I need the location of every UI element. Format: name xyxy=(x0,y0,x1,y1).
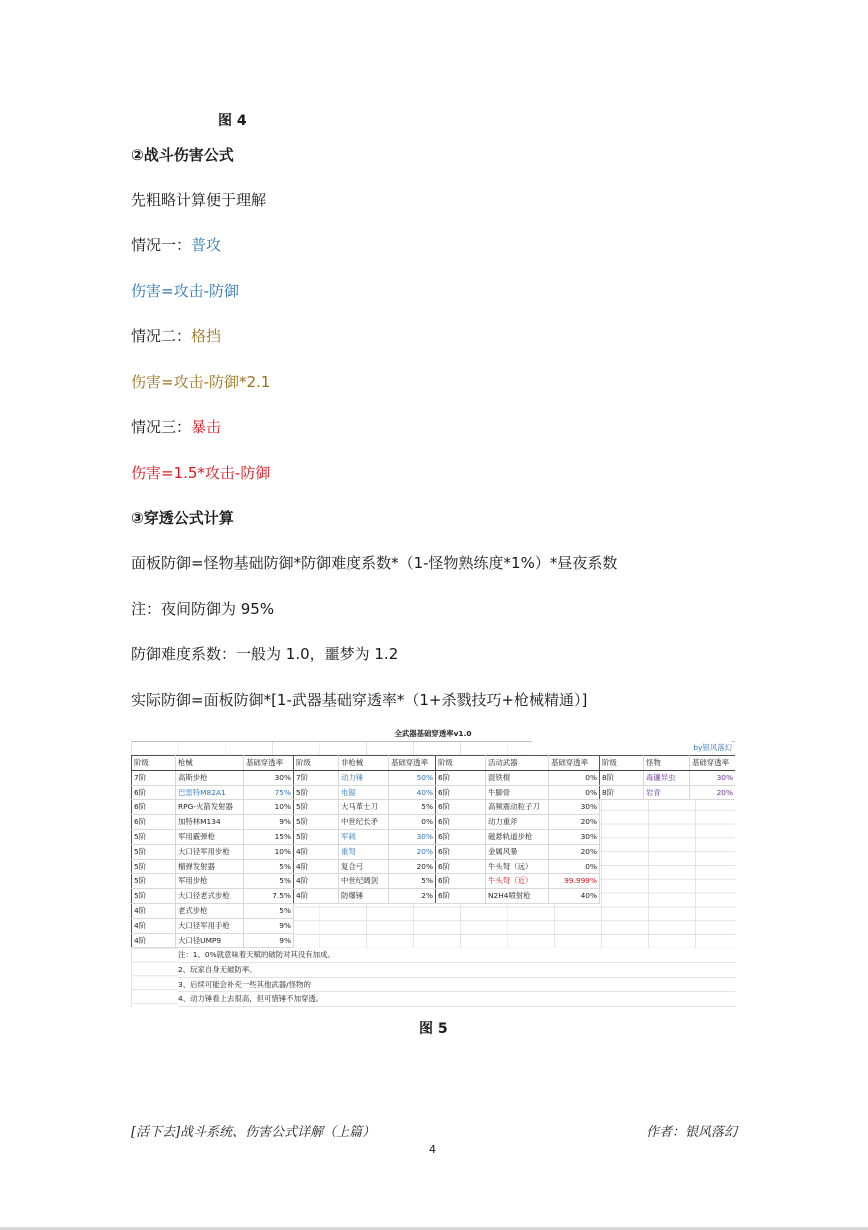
weapon-name-cell: 高斯步枪 xyxy=(176,770,244,785)
page-number: 4 xyxy=(429,1143,436,1156)
penetration-cell: 7.5% xyxy=(244,889,294,904)
column-header: 基础穿透率 xyxy=(690,756,736,771)
penetration-cell: 20% xyxy=(549,844,600,859)
case-2-formula: 伤害=攻击-防御*2.1 xyxy=(131,373,271,391)
monsters-table xyxy=(599,755,735,800)
table-row xyxy=(294,785,436,800)
tier-cell: 5阶 xyxy=(294,815,339,830)
group-event-weapons xyxy=(435,755,600,904)
section-heading-penetration: ③穿透公式计算 xyxy=(131,509,234,527)
weapon-name-cell: 大马革士刀 xyxy=(339,800,389,815)
penetration-cell: 30% xyxy=(389,829,436,844)
figure-4-caption: 图 4 xyxy=(218,113,247,129)
table-row xyxy=(436,785,600,800)
tier-cell: 4阶 xyxy=(132,918,176,933)
note-line: 4、动力锤看上去很高，但可惜锤不加穿透。 xyxy=(178,992,735,1007)
penetration-cell: 30% xyxy=(549,829,600,844)
penetration-cell: 20% xyxy=(389,859,436,874)
tier-cell: 6阶 xyxy=(436,770,486,785)
table-header-row xyxy=(294,756,436,771)
footer-title: [活下去]战斗系统、伤害公式详解（上篇） xyxy=(131,1125,376,1140)
night-defense-note: 注：夜间防御为 95% xyxy=(131,600,275,618)
penetration-cell: 9% xyxy=(244,815,294,830)
weapon-name-cell: 牛头弩（远） xyxy=(486,859,549,874)
weapon-name-cell: 中世纪长矛 xyxy=(339,815,389,830)
table-row xyxy=(600,785,736,800)
table-header-row xyxy=(132,756,294,771)
penetration-cell: 5% xyxy=(244,859,294,874)
group-firearms xyxy=(131,755,294,948)
case-2-label: 情况二： xyxy=(131,327,192,345)
table-row xyxy=(436,874,600,889)
penetration-cell: 30% xyxy=(690,770,736,785)
column-header: 活动武器 xyxy=(486,756,549,771)
tier-cell: 5阶 xyxy=(294,785,339,800)
table-row xyxy=(132,844,294,859)
penetration-cell: 5% xyxy=(244,874,294,889)
tier-cell: 4阶 xyxy=(132,903,176,918)
weapon-name-cell: 混铁棍 xyxy=(486,770,549,785)
penetration-cell: 2% xyxy=(389,889,436,904)
case-2 xyxy=(131,325,221,346)
column-header: 枪械 xyxy=(176,756,244,771)
tier-cell: 5阶 xyxy=(294,829,339,844)
penetration-cell: 20% xyxy=(389,844,436,859)
melee-table xyxy=(293,755,436,904)
tier-cell: 7阶 xyxy=(294,770,339,785)
weapon-name-cell: RPG-火箭发射器 xyxy=(176,800,244,815)
penetration-cell: 0% xyxy=(549,785,600,800)
penetration-cell: 40% xyxy=(549,889,600,904)
tier-cell: 4阶 xyxy=(294,874,339,889)
tier-cell: 6阶 xyxy=(436,859,486,874)
table-row xyxy=(294,770,436,785)
weapon-name-cell: 大口径军用步枪 xyxy=(176,844,244,859)
weapon-name-cell: 岩青 xyxy=(644,785,690,800)
penetration-cell: 20% xyxy=(690,785,736,800)
penetration-cell: 9% xyxy=(244,933,294,948)
tier-cell: 7阶 xyxy=(132,770,176,785)
weapon-name-cell: 金属风暴 xyxy=(486,844,549,859)
table-row xyxy=(132,889,294,904)
table-row xyxy=(294,800,436,815)
penetration-cell: 5% xyxy=(244,903,294,918)
footer-author: 作者：银风落幻 xyxy=(645,1125,737,1140)
table-row xyxy=(294,829,436,844)
tier-cell: 4阶 xyxy=(294,889,339,904)
case-3-formula: 伤害=1.5*攻击-防御 xyxy=(131,464,271,482)
section-heading-damage: ②战斗伤害公式 xyxy=(131,146,234,164)
table-row xyxy=(132,874,294,889)
table-row xyxy=(436,770,600,785)
weapon-name-cell: 磁悬轨道步枪 xyxy=(486,829,549,844)
weapon-name-cell: 动力重斧 xyxy=(486,815,549,830)
case-3 xyxy=(131,416,221,437)
table-row xyxy=(436,844,600,859)
table-row xyxy=(132,785,294,800)
penetration-cell: 15% xyxy=(244,829,294,844)
table-row xyxy=(132,859,294,874)
penetration-cell: 9% xyxy=(244,918,294,933)
tier-cell: 5阶 xyxy=(132,874,176,889)
weapon-name-cell: 军刺 xyxy=(339,829,389,844)
weapon-name-cell: N2H4喷射枪 xyxy=(486,889,549,904)
column-header: 基础穿透率 xyxy=(389,756,436,771)
group-melee xyxy=(293,755,436,904)
tier-cell: 5阶 xyxy=(132,859,176,874)
weapon-name-cell: 动力锤 xyxy=(339,770,389,785)
penetration-cell: 10% xyxy=(244,800,294,815)
penetration-cell: 30% xyxy=(244,770,294,785)
table-header-row xyxy=(436,756,600,771)
tier-cell: 5阶 xyxy=(132,844,176,859)
penetration-cell: 20% xyxy=(549,815,600,830)
column-header: 阶级 xyxy=(132,756,176,771)
figure-5-caption: 图 5 xyxy=(419,1021,448,1037)
penetration-cell: 0% xyxy=(549,859,600,874)
penetration-cell: 0% xyxy=(549,770,600,785)
column-header: 阶级 xyxy=(600,756,644,771)
table-row xyxy=(436,800,600,815)
column-header: 基础穿透率 xyxy=(244,756,294,771)
penetration-cell: 10% xyxy=(244,844,294,859)
spreadsheet-title: 全武器基础穿透率v1.0 xyxy=(131,727,735,742)
tier-cell: 5阶 xyxy=(132,889,176,904)
table-row xyxy=(132,829,294,844)
table-header-row xyxy=(600,756,736,771)
table-row xyxy=(132,918,294,933)
tier-cell: 4阶 xyxy=(294,844,339,859)
penetration-cell: 99.999% xyxy=(549,874,600,889)
table-row xyxy=(436,889,600,904)
intro-text: 先粗略计算便于理解 xyxy=(131,191,267,209)
tier-cell: 6阶 xyxy=(436,800,486,815)
table-row xyxy=(132,770,294,785)
tier-cell: 6阶 xyxy=(132,785,176,800)
case-3-label: 情况三： xyxy=(131,418,192,436)
weapon-name-cell: 电锯 xyxy=(339,785,389,800)
column-header: 阶级 xyxy=(294,756,339,771)
tier-cell: 6阶 xyxy=(436,815,486,830)
tier-cell: 6阶 xyxy=(436,785,486,800)
spreadsheet-notes xyxy=(178,948,735,1007)
column-header: 阶级 xyxy=(436,756,486,771)
case-1-formula: 伤害=攻击-防御 xyxy=(131,282,239,300)
case-3-value: 暴击 xyxy=(191,418,222,436)
table-row xyxy=(436,815,600,830)
penetration-cell: 75% xyxy=(244,785,294,800)
penetration-cell: 5% xyxy=(389,874,436,889)
penetration-spreadsheet xyxy=(131,727,735,1007)
tier-cell: 5阶 xyxy=(294,800,339,815)
column-header: 怪物 xyxy=(644,756,690,771)
column-header: 基础穿透率 xyxy=(549,756,600,771)
group-monsters xyxy=(599,755,735,800)
tier-cell: 6阶 xyxy=(436,844,486,859)
weapon-name-cell: 高频震动粒子刀 xyxy=(486,800,549,815)
penetration-cell: 0% xyxy=(389,815,436,830)
weapon-name-cell: 牛脚骨 xyxy=(486,785,549,800)
table-row xyxy=(436,859,600,874)
table-row xyxy=(600,770,736,785)
table-row xyxy=(294,874,436,889)
firearms-table xyxy=(131,755,294,948)
formula-actual-defense: 实际防御=面板防御*[1-武器基础穿透率*（1+杀戮技巧+枪械精通）] xyxy=(131,691,588,709)
tier-cell: 6阶 xyxy=(132,815,176,830)
formula-panel-defense: 面板防御=怪物基础防御*防御难度系数*（1-怪物熟练度*1%）*昼夜系数 xyxy=(131,554,618,572)
tier-cell: 8阶 xyxy=(600,785,644,800)
table-row xyxy=(132,933,294,948)
weapon-name-cell: 巴雷特M82A1 xyxy=(176,785,244,800)
weapon-name-cell: 军用霰弹枪 xyxy=(176,829,244,844)
weapon-name-cell: 大口径军用手枪 xyxy=(176,918,244,933)
penetration-cell: 40% xyxy=(389,785,436,800)
tier-cell: 6阶 xyxy=(436,874,486,889)
weapon-name-cell: 军用步枪 xyxy=(176,874,244,889)
weapon-name-cell: 大口径UMP9 xyxy=(176,933,244,948)
table-row xyxy=(132,815,294,830)
weapon-name-cell: 重弩 xyxy=(339,844,389,859)
weapon-name-cell: 毒镰异虫 xyxy=(644,770,690,785)
case-1-value: 普攻 xyxy=(191,236,222,254)
tier-cell: 6阶 xyxy=(436,889,486,904)
weapon-name-cell: 牛头弩（近） xyxy=(486,874,549,889)
penetration-cell: 30% xyxy=(549,800,600,815)
table-row xyxy=(132,903,294,918)
weapon-name-cell: 防爆锤 xyxy=(339,889,389,904)
tier-cell: 4阶 xyxy=(132,933,176,948)
penetration-cell: 50% xyxy=(389,770,436,785)
note-line: 3、后续可能会补充一些其他武器/怪物的 xyxy=(178,978,735,993)
weapon-name-cell: 大口径老式步枪 xyxy=(176,889,244,904)
event-weapons-table xyxy=(435,755,600,904)
table-row xyxy=(294,844,436,859)
table-row xyxy=(294,815,436,830)
table-row xyxy=(294,889,436,904)
note-line: 注：1、0%就意味着天赋的破防对其没有加成。 xyxy=(178,948,735,963)
penetration-cell: 5% xyxy=(389,800,436,815)
tier-cell: 8阶 xyxy=(600,770,644,785)
tier-cell: 4阶 xyxy=(294,859,339,874)
table-row xyxy=(436,829,600,844)
case-2-value: 格挡 xyxy=(191,327,222,345)
tier-cell: 5阶 xyxy=(132,829,176,844)
tier-cell: 6阶 xyxy=(132,800,176,815)
case-1 xyxy=(131,234,221,255)
table-row xyxy=(294,859,436,874)
weapon-name-cell: 榴弹发射器 xyxy=(176,859,244,874)
weapon-name-cell: 复合弓 xyxy=(339,859,389,874)
weapon-name-cell: 加特林M134 xyxy=(176,815,244,830)
tier-cell: 6阶 xyxy=(436,829,486,844)
note-line: 2、玩家自身无破防率。 xyxy=(178,963,735,978)
table-row xyxy=(132,800,294,815)
case-1-label: 情况一： xyxy=(131,236,192,254)
weapon-name-cell: 老式步枪 xyxy=(176,903,244,918)
difficulty-coefficient: 防御难度系数：一般为 1.0，噩梦为 1.2 xyxy=(131,645,399,663)
spreadsheet-credit: by银风落幻 xyxy=(532,741,732,755)
column-header: 非枪械 xyxy=(339,756,389,771)
weapon-name-cell: 中世纪阔剑 xyxy=(339,874,389,889)
